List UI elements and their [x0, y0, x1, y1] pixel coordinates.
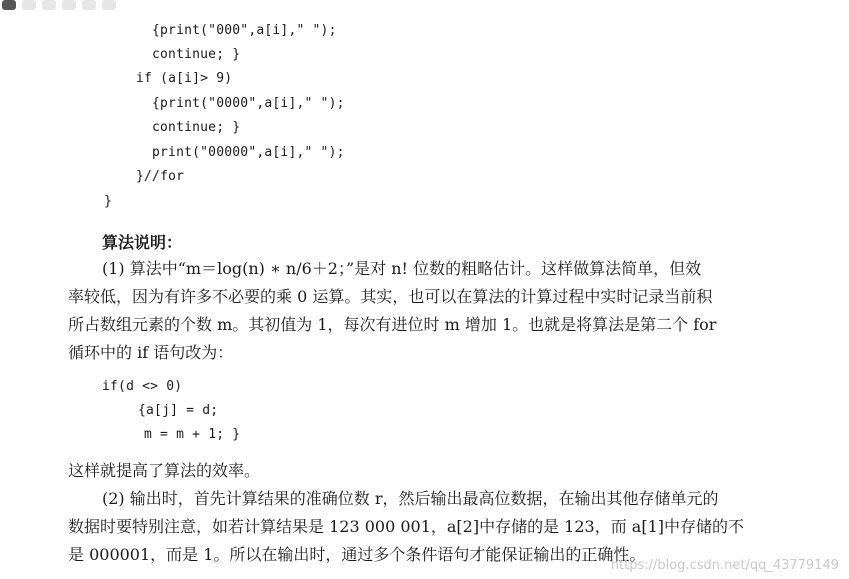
- code-line: m = m + 1; }: [144, 427, 241, 442]
- toolbar-icon[interactable]: [2, 0, 16, 10]
- code-line: {print("0000",a[i]," ");: [152, 96, 345, 111]
- code-line: {print("000",a[i]," ");: [152, 23, 337, 38]
- toolbar-icon[interactable]: [82, 0, 96, 10]
- paragraph-2: 这样就提高了算法的效率。: [68, 461, 261, 480]
- paragraph-line: 所占数组元素的个数 m。其初值为 1，每次有进位时 m 增加 1。也就是将算法是第二个 for: [68, 315, 717, 334]
- code-line: {a[j] = d;: [138, 403, 219, 418]
- paragraph-line: 循环中的 if 语句改为：: [68, 343, 234, 362]
- code-line: continue; }: [152, 47, 241, 62]
- toolbar-icon[interactable]: [62, 0, 76, 10]
- watermark-text: https://blog.csdn.net/qq_43779149: [610, 558, 839, 573]
- paragraph-line: 率较低，因为有许多不必要的乘 0 运算。其实，也可以在算法的计算过程中实时记录当前积: [68, 287, 713, 306]
- section-heading: 算法说明：: [102, 233, 183, 252]
- viewer-toolbar: [0, 0, 160, 14]
- code-line: if(d <> 0): [102, 379, 183, 394]
- toolbar-icon[interactable]: [22, 0, 36, 10]
- toolbar-icon[interactable]: [42, 0, 56, 10]
- code-line: print("00000",a[i]," ");: [152, 145, 345, 160]
- code-line: if (a[i]> 9): [136, 71, 233, 86]
- toolbar-icon[interactable]: [102, 0, 116, 10]
- paragraph-line: 是 000001，而是 1。所以在输出时，通过多个条件语句才能保证输出的正确性。: [68, 545, 646, 564]
- code-line: }: [104, 194, 113, 209]
- paragraph-line: 数据时要特别注意，如若计算结果是 123 000 001，a[2]中存储的是 123，而 a[1]中存储的不: [68, 517, 744, 536]
- code-line: }//for: [136, 169, 185, 184]
- code-line: continue; }: [152, 120, 241, 135]
- paragraph-line: (1) 算法中“m＝log(n) ∗ n/6＋2；”是对 n! 位数的粗略估计。这样做算法简单，但效: [102, 259, 702, 278]
- paragraph-line: (2) 输出时，首先计算结果的准确位数 r，然后输出最高位数据，在输出其他存储单元的: [102, 489, 719, 508]
